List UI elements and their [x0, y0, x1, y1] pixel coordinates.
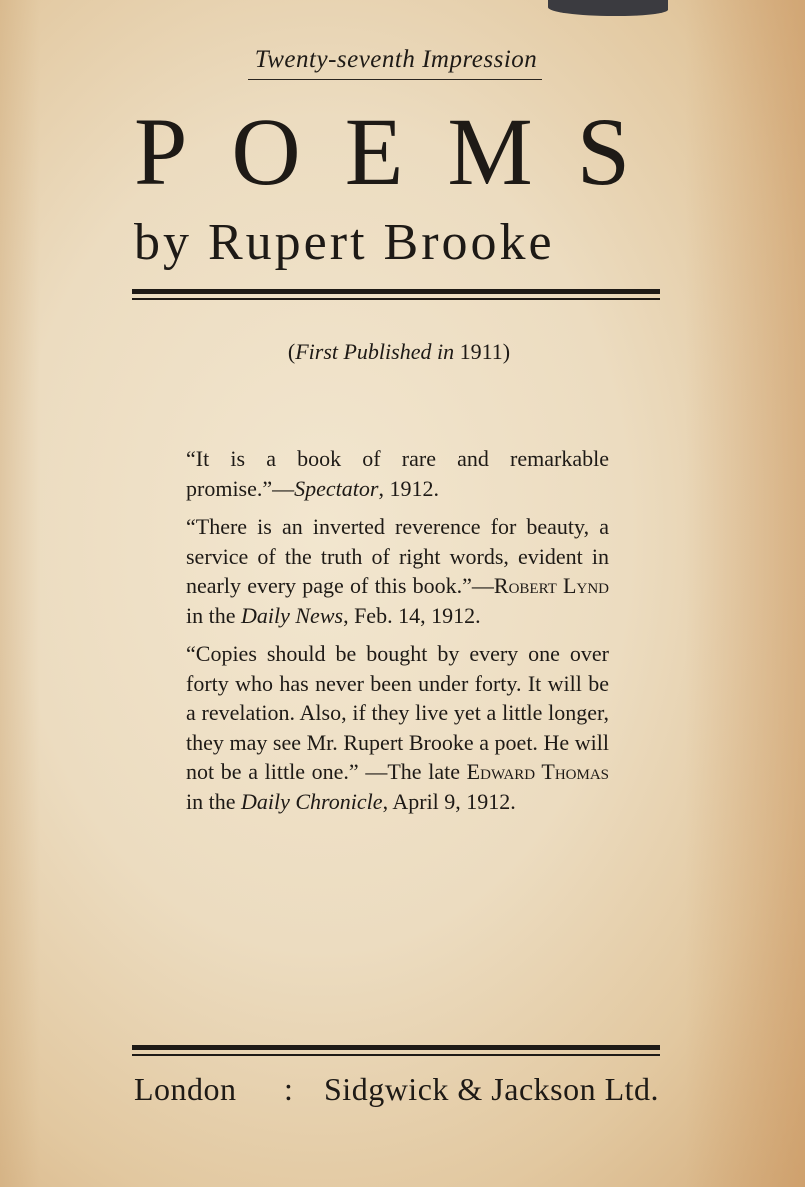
review-quote: “It is a book of rare and remarkable promise.”— — [186, 446, 609, 501]
book-title: POEMS — [134, 98, 675, 205]
review-quotes — [186, 444, 609, 825]
publisher-place: London — [134, 1071, 237, 1107]
publisher-name: Sidgwick & Jackson Ltd. — [324, 1071, 660, 1107]
first-published-note — [268, 339, 530, 365]
impression-line: Twenty-seventh Impression — [254, 46, 538, 73]
review-daily-chronicle — [186, 639, 609, 816]
page-edge-shading-left — [0, 0, 40, 1187]
review-date: , Feb. 14, 1912. — [343, 602, 481, 628]
first-published-year: 1911 — [459, 339, 503, 364]
impression-underline — [248, 79, 542, 80]
page-edge-shading-right — [685, 0, 805, 1187]
review-date: , April 9, 1912. — [382, 788, 516, 814]
publisher-separator: : — [284, 1071, 294, 1107]
review-spectator — [186, 444, 609, 503]
torn-corner — [548, 0, 668, 16]
publisher-line — [134, 1067, 664, 1111]
paren-open: ( — [287, 339, 296, 364]
author-byline: by Rupert Brooke — [134, 214, 555, 271]
review-source: Spectator — [294, 475, 379, 501]
review-connector: in the — [186, 602, 241, 628]
review-author: Edward Thomas — [466, 759, 609, 784]
review-connector: in the — [186, 788, 241, 814]
paren-close: ) — [502, 339, 511, 364]
first-published-label: First Published in — [295, 339, 455, 364]
review-date: , 1912. — [378, 475, 439, 501]
review-quote: “Copies should be bought by every one over forty who has never been under forty. It will be a revelation. Also, if they live yet a little longer, they may see Mr. Rupert Brooke a poet. He will not be a little one.” —The late — [186, 641, 609, 784]
review-author: Robert Lynd — [493, 573, 609, 598]
review-source: Daily Chronicle — [241, 788, 383, 814]
review-daily-news — [186, 512, 609, 630]
bottom-double-rule — [132, 1045, 660, 1056]
top-double-rule — [132, 289, 660, 300]
review-source: Daily News — [241, 602, 344, 628]
review-quote: “There is an inverted reverence for beauty, a service of the truth of right words, evident in nearly every page of this book.”— — [186, 514, 609, 598]
